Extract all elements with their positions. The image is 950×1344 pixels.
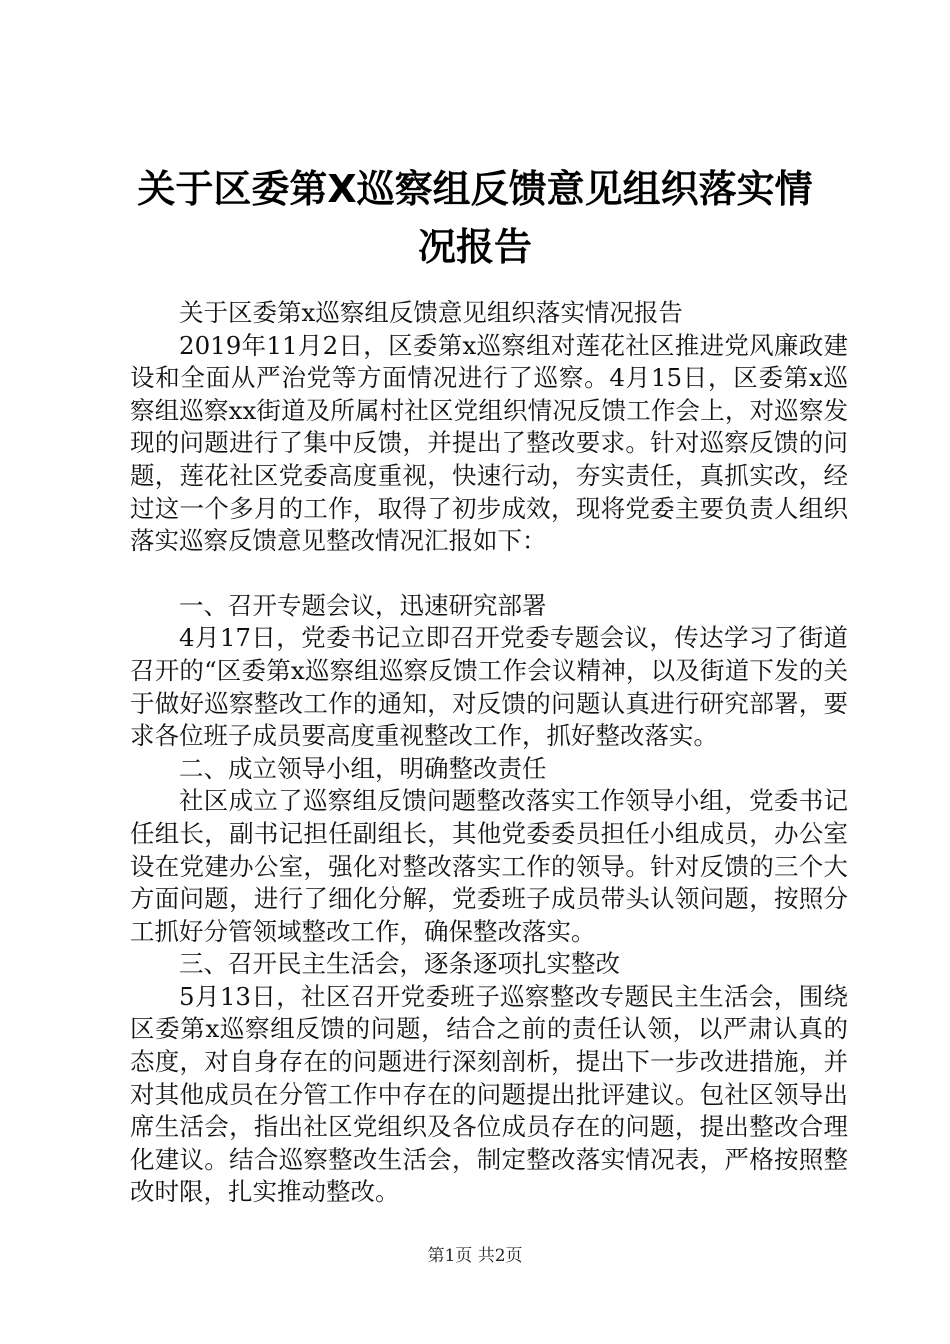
subtitle-line: 关于区委第x巡察组反馈意见组织落实情况报告: [179, 298, 683, 327]
intro-paragraph: 2019年11月2日，区委第x巡察组对莲花社区推进党风廉政建设和全面从严治党等方面情况进行了巡察。4月15日，区委第x巡察组巡察xx街道及所属村社区党组织情况反馈工作会上，对巡察发现的问题进行了集中反馈，并提出了整改要求。针对巡察反馈的问题，莲花社区党委高度重视，快速行动，夯实责任，真抓实改，经过这一个多月的工作，取得了初步成效，现将党委主要负责人组织落实巡察反馈意见整改情况汇报如下：: [130, 330, 848, 556]
section-paragraph-3: 5月13日，社区召开党委班子巡察整改专题民主生活会，围绕区委第x巡察组反馈的问题，结合之前的责任认领，以严肃认真的态度，对自身存在的问题进行深刻剖析，提出下一步改进措施，并对其他成员在分管工作中存在的问题提出批评建议。包社区领导出席生活会，指出社区党组织及各位成员存在的问题，提出整改合理化建议。结合巡察整改生活会，制定整改落实情况表，严格按照整改时限，扎实推动整改。: [130, 981, 848, 1207]
section-paragraph-2: 社区成立了巡察组反馈问题整改落实工作领导小组，党委书记任组长，副书记担任副组长，其他党委委员担任小组成员，办公室设在党建办公室，强化对整改落实工作的领导。针对反馈的三个大方面问题，进行了细化分解，党委班子成员带头认领问题，按照分工抓好分管领域整改工作，确保整改落实。: [130, 786, 848, 946]
document-title: 关于区委第X巡察组反馈意见组织落实情况报告: [137, 167, 813, 269]
section-heading-1: 一、召开专题会议，迅速研究部署: [179, 590, 547, 620]
section-heading-3: 三、召开民主生活会，逐条逐项扎实整改: [179, 949, 620, 979]
section-heading-2: 二、成立领导小组，明确整改责任: [179, 753, 547, 783]
page-number-footer: 第1页 共2页: [427, 1246, 523, 1266]
section-paragraph-1: 4月17日，党委书记立即召开党委专题会议，传达学习了街道召开的“区委第x巡察组巡察反馈工作会议精神，以及街道下发的关于做好巡察整改工作的通知，对反馈的问题认真进行研究部署，要求各位班子成员要高度重视整改工作，抓好整改落实。: [130, 623, 848, 751]
document-body: [130, 297, 848, 1209]
